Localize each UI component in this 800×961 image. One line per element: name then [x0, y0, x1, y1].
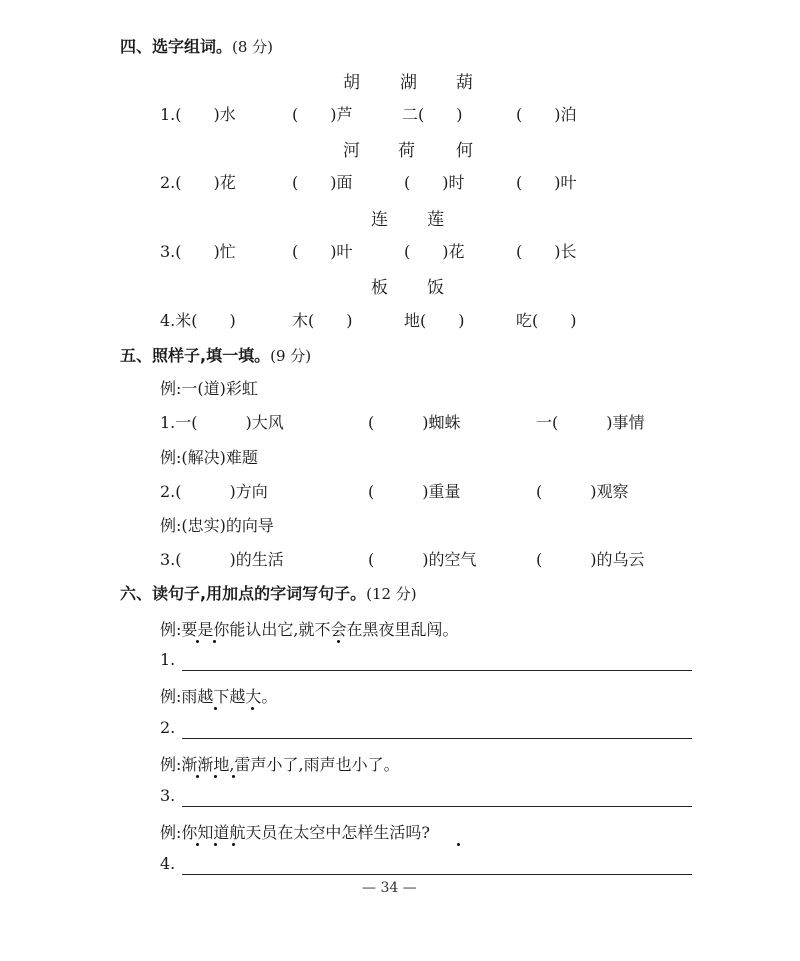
blank-item: ( )蜘蛛: [368, 413, 461, 432]
answer-line[interactable]: [182, 874, 692, 875]
blank-item: 2.( )方向: [160, 482, 268, 501]
emphasis-dot: [214, 707, 217, 710]
emphasis-dot: [214, 843, 217, 846]
blank-item: ( )的空气: [368, 550, 477, 569]
blank-item: ( )花: [404, 242, 465, 261]
char-option: 饭: [427, 278, 444, 298]
emphasis-dot: [457, 843, 460, 846]
blank-item: ( )时: [404, 173, 465, 192]
answer-number: 1.: [160, 650, 176, 669]
emphasis-dot: [196, 775, 199, 778]
blank-item: ( )叶: [292, 242, 353, 261]
blank-item: 吃( ): [516, 311, 577, 330]
emphasis-dot: [232, 775, 235, 778]
blank-item: ( )重量: [368, 482, 461, 501]
blank-item: 4.米( ): [160, 311, 236, 330]
blank-item: 1.一( )大风: [160, 413, 284, 432]
answer-number: 3.: [160, 786, 176, 805]
blank-item: 地( ): [404, 311, 465, 330]
char-option: 胡: [343, 73, 360, 93]
emphasis-dot: [213, 640, 216, 643]
emphasis-dot: [196, 640, 199, 643]
char-option: 湖: [400, 73, 417, 93]
answer-line[interactable]: [182, 670, 692, 671]
example-sentence: 例:要是你能认出它,就不会在黑夜里乱闯。: [160, 620, 459, 639]
section-4-title: 四、选字组词。(8 分): [120, 37, 274, 56]
answer-line[interactable]: [182, 738, 692, 739]
blank-item: 3.( )的生活: [160, 550, 284, 569]
page-number: — 34 —: [362, 880, 417, 896]
blank-item: 木( ): [292, 311, 353, 330]
emphasis-dot: [232, 843, 235, 846]
emphasis-dot: [214, 775, 217, 778]
blank-item: 1.( )水: [160, 105, 236, 124]
section-5-title: 五、照样子,填一填。(9 分): [120, 346, 312, 365]
answer-line[interactable]: [182, 806, 692, 807]
example-text: 例:(忠实)的向导: [160, 516, 274, 535]
char-option: 板: [371, 278, 388, 298]
example-text: 例:(解决)难题: [160, 448, 258, 467]
emphasis-dot: [251, 707, 254, 710]
example-sentence: 例:雨越下越大。: [160, 687, 278, 706]
answer-number: 4.: [160, 854, 176, 873]
example-sentence: 例:渐渐地,雷声小了,雨声也小了。: [160, 755, 400, 774]
answer-number: 2.: [160, 718, 176, 737]
char-option: 莲: [427, 210, 444, 230]
char-option: 何: [456, 141, 473, 161]
emphasis-dot: [337, 640, 340, 643]
blank-item: ( )观察: [536, 482, 629, 501]
blank-item: ( )面: [292, 173, 353, 192]
blank-item: 2.( )花: [160, 173, 236, 192]
blank-item: 一( )事情: [536, 413, 645, 432]
char-option: 连: [371, 210, 388, 230]
char-option: 荷: [398, 141, 415, 161]
blank-item: ( )叶: [516, 173, 577, 192]
example-sentence: 例:你知道航天员在太空中怎样生活吗?: [160, 823, 430, 842]
blank-item: ( )长: [516, 242, 577, 261]
section-6-title: 六、读句子,用加点的字词写句子。(12 分): [120, 584, 417, 603]
char-option: 河: [343, 141, 360, 161]
blank-item: 3.( )忙: [160, 242, 236, 261]
example-text: 例:一(道)彩虹: [160, 379, 258, 398]
blank-item: ( )泊: [516, 105, 577, 124]
char-option: 葫: [456, 73, 473, 93]
emphasis-dot: [196, 843, 199, 846]
blank-item: ( )芦: [292, 105, 353, 124]
blank-item: ( )的乌云: [536, 550, 645, 569]
blank-item: 二( ): [402, 105, 463, 124]
